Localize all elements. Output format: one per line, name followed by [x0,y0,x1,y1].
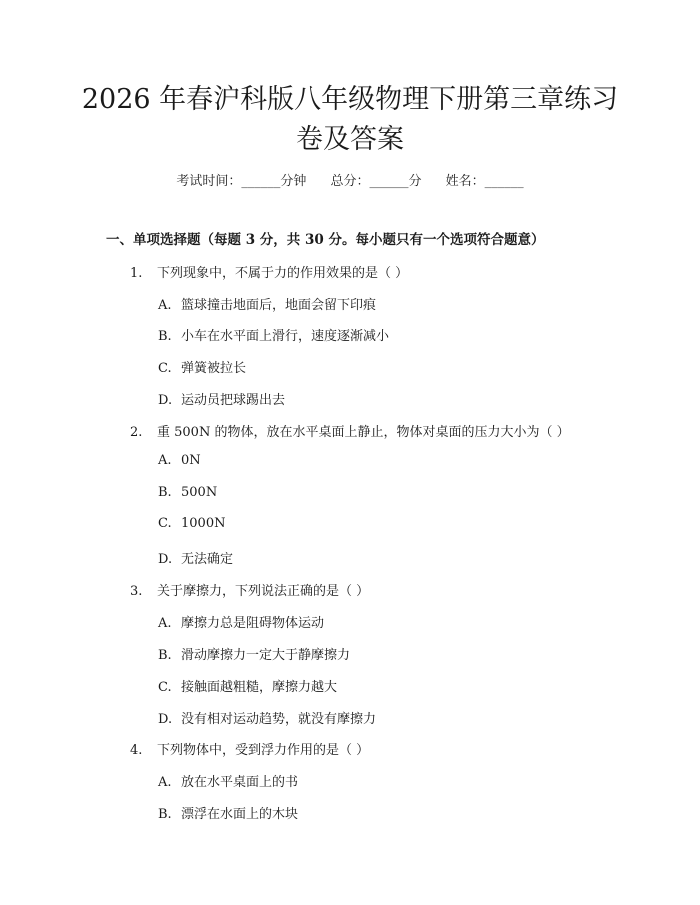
option-3c [158,676,337,695]
option-1c [158,357,246,376]
section-title: 一、单项选择题（每题 3 分，共 30 分。每小题只有一个选项符合题意） [106,232,545,248]
question-text: 下列物体中，受到浮力作用的是（ ） [157,743,370,758]
option-text: 接触面越粗糙，摩擦力越大 [181,680,338,695]
option-text: 0N [181,453,201,468]
option-letter: B. [158,329,172,344]
option-text: 无法确定 [181,552,234,567]
question-3 [130,580,369,599]
option-text: 1000N [181,516,226,531]
option-letter: A. [158,298,172,313]
option-text: 运动员把球踢出去 [181,393,286,408]
exam-name: 姓名：______ [445,174,524,189]
option-text: 放在水平桌面上的书 [181,775,299,790]
exam-time: 考试时间：______分钟 [176,174,307,189]
option-letter: D. [158,552,173,567]
option-letter: A. [158,453,172,468]
question-4 [130,739,369,758]
question-text: 下列现象中，不属于力的作用效果的是（ ） [157,266,409,281]
question-number: 1. [130,266,143,281]
option-text: 篮球撞击地面后，地面会留下印痕 [181,298,377,313]
question-number: 4. [130,743,143,758]
question-2 [130,421,570,440]
option-text: 摩擦力总是阻碍物体运动 [181,616,325,631]
question-1 [130,262,408,281]
option-1a [158,294,376,313]
option-2b [158,485,217,500]
option-letter: B. [158,807,172,822]
option-letter: A. [158,616,172,631]
option-letter: A. [158,775,172,790]
option-letter: C. [158,361,172,376]
option-letter: C. [158,516,172,531]
option-text: 没有相对运动趋势，就没有摩擦力 [181,712,377,727]
option-letter: B. [158,485,172,500]
option-text: 小车在水平面上滑行，速度逐渐减小 [181,329,390,344]
question-text: 重 500N 的物体，放在水平桌面上静止，物体对桌面的压力大小为（ ） [157,425,570,440]
option-text: 滑动摩擦力一定大于静摩擦力 [181,648,351,663]
title-line-1: 2026 年春沪科版八年级物理下册第三章练习 [81,84,619,115]
document-title [80,80,620,160]
option-2a [158,453,201,468]
option-3a [158,612,324,631]
option-text: 500N [181,485,218,500]
question-number: 3. [130,584,143,599]
option-text: 漂浮在水面上的木块 [181,807,299,822]
exam-info [0,170,700,189]
exam-score: 总分：______分 [330,174,422,189]
option-1b [158,325,389,344]
option-text: 弹簧被拉长 [181,361,247,376]
question-text: 关于摩擦力，下列说法正确的是（ ） [157,584,370,599]
option-1d [158,389,285,408]
option-2d [158,548,233,567]
option-letter: D. [158,393,173,408]
title-line-2: 卷及答案 [296,124,404,155]
option-3b [158,644,350,663]
option-4b [158,803,298,822]
option-4a [158,771,298,790]
question-number: 2. [130,425,143,440]
option-3d [158,708,376,727]
option-letter: D. [158,712,173,727]
option-letter: C. [158,680,172,695]
option-2c [158,516,225,531]
option-letter: B. [158,648,172,663]
